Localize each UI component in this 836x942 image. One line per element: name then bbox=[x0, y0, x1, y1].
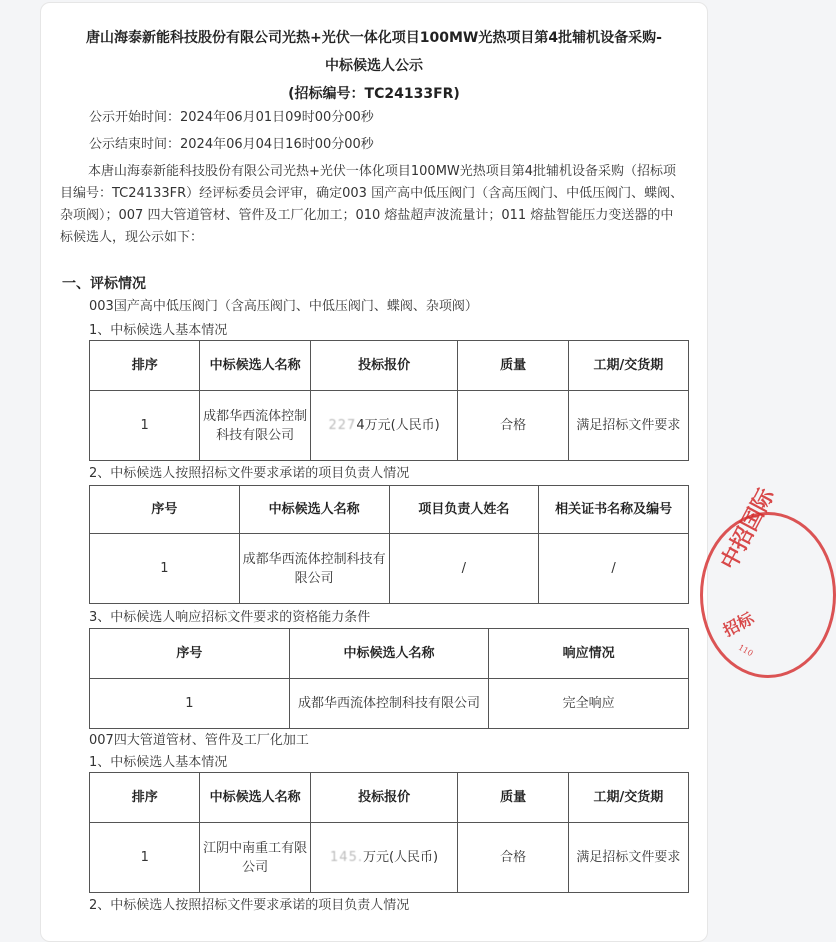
intro-paragraph: 本唐山海泰新能科技股份有限公司光热+光伏一体化项目100MW光热项目第4批辅机设备采购（招标项目编号：TC24133FR）经评标委员会评审，确定003 国产高中低压阀门（含高压阀门、中低压阀门、蝶阀、杂项阀）；007 四大管道管材、管件及工厂化加工；010 熔盐超声波流量计；011 熔盐智能压力变送器的中标候选人，现公示如下： bbox=[60, 164, 684, 245]
col-certificate: 相关证书名称及编号 bbox=[539, 486, 689, 534]
col-candidate-name: 中标候选人名称 bbox=[200, 773, 310, 823]
bid-price-redacted: 145. bbox=[330, 850, 363, 865]
col-candidate-name: 中标候选人名称 bbox=[289, 629, 489, 679]
bid-price-unit: 4万元(人民币) bbox=[356, 418, 440, 433]
cell-delivery: 满足招标文件要求 bbox=[568, 823, 688, 893]
cell-candidate-name: 江阴中南重工有限公司 bbox=[200, 823, 310, 893]
bid-number: (招标编号：TC24133FR) bbox=[288, 86, 460, 102]
lot-007-name: 007四大管道管材、管件及工厂化加工 bbox=[89, 733, 309, 748]
cell-response: 完全响应 bbox=[489, 679, 689, 729]
publicity-end-time: 公示结束时间：2024年06月04日16时00分00秒 bbox=[89, 137, 374, 152]
cell-rank: 1 bbox=[90, 391, 200, 461]
lot-003-candidate-table bbox=[89, 340, 689, 461]
lot-003-name: 003国产高中低压阀门（含高压阀门、中低压阀门、蝶阀、杂项阀） bbox=[89, 299, 478, 314]
lot-003-qualification-table bbox=[89, 628, 689, 729]
col-rank: 排序 bbox=[90, 773, 200, 823]
cell-seq: 1 bbox=[90, 534, 240, 604]
table-row bbox=[90, 534, 689, 604]
lot-007-manager-heading: 2、中标候选人按照招标文件要求承诺的项目负责人情况 bbox=[89, 898, 410, 913]
table-row bbox=[90, 679, 689, 729]
col-bid-price: 投标报价 bbox=[310, 773, 458, 823]
bid-price-unit: 万元(人民币) bbox=[362, 850, 439, 865]
cell-quality: 合格 bbox=[458, 823, 568, 893]
seal-text-number: 110 bbox=[736, 642, 755, 659]
lot-003-basic-info-heading: 1、中标候选人基本情况 bbox=[89, 323, 228, 338]
lot-007-basic-info-heading: 1、中标候选人基本情况 bbox=[89, 755, 228, 770]
cell-candidate-name: 成都华西流体控制科技有限公司 bbox=[239, 534, 389, 604]
official-seal bbox=[700, 512, 836, 678]
table-header-row bbox=[90, 773, 689, 823]
seal-text-arc: 中招国际 bbox=[715, 484, 780, 575]
col-manager-name: 项目负责人姓名 bbox=[389, 486, 539, 534]
publicity-start-time: 公示开始时间：2024年06月01日09时00分00秒 bbox=[89, 110, 374, 125]
col-candidate-name: 中标候选人名称 bbox=[239, 486, 389, 534]
table-row bbox=[90, 823, 689, 893]
cell-rank: 1 bbox=[90, 823, 200, 893]
table-header-row bbox=[90, 629, 689, 679]
lot-007-candidate-table bbox=[89, 772, 689, 893]
seal-text-inner: 招标 bbox=[719, 608, 758, 641]
cell-delivery: 满足招标文件要求 bbox=[568, 391, 688, 461]
cell-candidate-name: 成都华西流体控制科技有限公司 bbox=[289, 679, 489, 729]
col-candidate-name: 中标候选人名称 bbox=[200, 341, 310, 391]
table-header-row bbox=[90, 341, 689, 391]
lot-003-manager-heading: 2、中标候选人按照招标文件要求承诺的项目负责人情况 bbox=[89, 466, 410, 481]
notice-subtitle: 中标候选人公示 bbox=[325, 58, 423, 74]
cell-candidate-name: 成都华西流体控制科技有限公司 bbox=[200, 391, 310, 461]
col-delivery: 工期/交货期 bbox=[568, 341, 688, 391]
col-quality: 质量 bbox=[458, 341, 568, 391]
cell-quality: 合格 bbox=[458, 391, 568, 461]
lot-003-qualification-heading: 3、中标候选人响应招标文件要求的资格能力条件 bbox=[89, 610, 371, 625]
lot-003-manager-table bbox=[89, 485, 689, 604]
cell-bid-price bbox=[310, 391, 458, 461]
cell-bid-price bbox=[310, 823, 458, 893]
col-seq: 序号 bbox=[90, 629, 290, 679]
bid-price-redacted: 227 bbox=[328, 418, 357, 433]
notice-title: 唐山海泰新能科技股份有限公司光热+光伏一体化项目100MW光热项目第4批辅机设备采购- bbox=[86, 30, 662, 46]
col-quality: 质量 bbox=[458, 773, 568, 823]
cell-certificate: / bbox=[539, 534, 689, 604]
cell-seq: 1 bbox=[90, 679, 290, 729]
col-rank: 排序 bbox=[90, 341, 200, 391]
col-response: 响应情况 bbox=[489, 629, 689, 679]
section-evaluation: 一、评标情况 bbox=[62, 276, 146, 292]
col-bid-price: 投标报价 bbox=[310, 341, 458, 391]
col-seq: 序号 bbox=[90, 486, 240, 534]
col-delivery: 工期/交货期 bbox=[568, 773, 688, 823]
table-header-row bbox=[90, 486, 689, 534]
cell-manager-name: / bbox=[389, 534, 539, 604]
table-row bbox=[90, 391, 689, 461]
